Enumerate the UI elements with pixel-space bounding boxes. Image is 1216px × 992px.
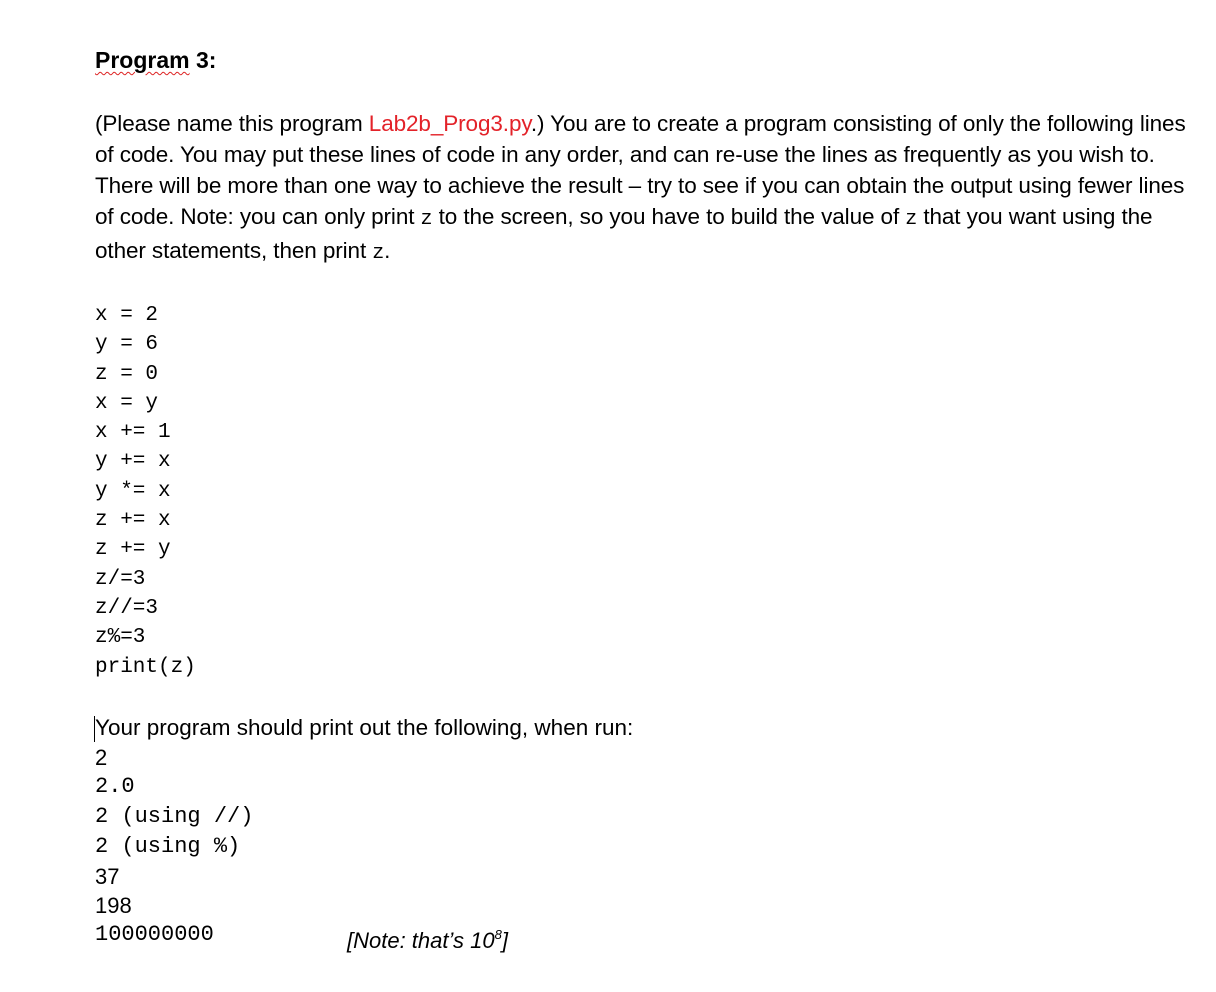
code-line: z%=3: [95, 626, 146, 650]
code-line: y *= x: [95, 479, 171, 503]
output-line: 2.0: [95, 773, 135, 799]
code-line: x = y: [95, 391, 159, 415]
output-heading: [95, 713, 1205, 743]
code-line: z += x: [95, 509, 171, 533]
code-line: z//=3: [95, 596, 159, 620]
code-line: z/=3: [95, 567, 146, 591]
note-annotation: [347, 920, 508, 956]
code-line: z += y: [95, 538, 171, 562]
expected-output: [95, 743, 1205, 953]
para-text-3: to the screen, so you have to build the value of: [432, 204, 906, 229]
note-close: ]: [501, 927, 508, 953]
code-block: [95, 301, 1205, 682]
code-line: x = 2: [95, 304, 159, 327]
note-superscript: 8: [494, 926, 502, 942]
heading-number: 3:: [195, 47, 217, 73]
para-text-1: (Please name this program: [95, 111, 369, 136]
variable-z-1: z: [420, 208, 433, 231]
output-line: 2 (using %): [95, 833, 241, 859]
code-line: x += 1: [95, 421, 171, 445]
document-page: [95, 44, 1205, 953]
variable-z-3: z: [372, 242, 385, 265]
output-line: 2: [95, 744, 108, 770]
filename-highlight: Lab2b_Prog3.py: [368, 111, 531, 136]
para-text-4: that you want using the other statements, then print: [95, 204, 1153, 263]
para-text-5: .: [384, 238, 391, 263]
para-text-2: .) You are to create a program consisting of only the following lines of code. You may put these lines of code in any order, and can re-use the lines as frequently as you wish to. There will be more than one way to achieve the result – try to see if you can obtain the output using fewer lines of code. Note: you can only print: [95, 111, 1186, 229]
code-line: y += x: [95, 450, 171, 474]
code-line: z = 0: [95, 362, 159, 386]
text-cursor: [94, 716, 95, 742]
note-text: [Note: that’s 10: [347, 927, 495, 953]
code-line: y = 6: [95, 333, 159, 357]
code-line: print(z): [95, 655, 196, 679]
output-line: 37: [95, 863, 120, 889]
program-heading: [95, 44, 1205, 76]
output-line: 2 (using //): [95, 803, 254, 829]
output-line: 198: [95, 892, 132, 918]
output-heading-text: Your program should print out the following, when run:: [95, 714, 634, 740]
output-line-value: 100000000: [95, 921, 214, 947]
output-line-last: [95, 920, 1205, 953]
heading-title: Program: [95, 47, 190, 73]
variable-z-2: z: [905, 208, 918, 231]
instructions-paragraph: [95, 108, 1205, 269]
